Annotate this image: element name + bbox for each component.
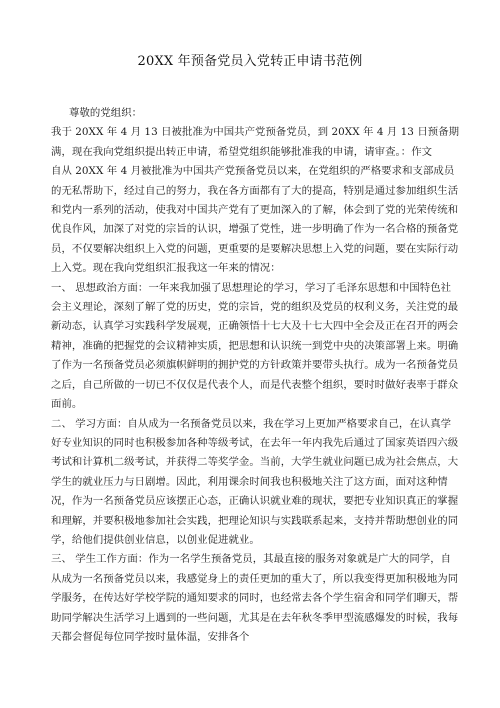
paragraph-overview: 自从 20XX 年 4 月被批准为中国共产党预备党员以来，在党组织的严格要求和支部成员的无私帮助下，经过自己的努力，我在各方面都有了大的提高，特别是通过参加组织生活和党内一系列的活动，使我对中国共产党有了更加深入的了解，体会到了党的光荣传统和优良作风，加深了对党的宗旨的认识，增强了党性，进一步明确了作为一名合格的预备党员，不仅要解决组织上入党的问题，更重要的是要解决思想上入党的问题，要在实际行动上入党。现在我向党组织汇报我这一年来的情况：	[51, 165, 459, 275]
document-title: 20XX 年预备党员入党转正申请书范例	[137, 54, 363, 69]
paragraph-student-work: 三、 学生工作方面：作为一名学生预备党员，其最直接的服务对象就是广大的同学，自从成为一名预备党员以来，我感觉身上的责任更加的重大了，所以我变得更加积极地为同学服务，在传达好学校学院的通知要求的同时，也经常去各个学生宿舍和同学们聊天，帮助同学解决生活学习上遇到的一些问题，尤其是在去年秋冬季甲型流感爆发的时候，我每天都会督促每位同学按时量体温，安排各个	[51, 553, 459, 643]
paragraph-study: 二、 学习方面：自从成为一名预备党员以来，我在学习上更加严格要求自己，在认真学好专业知识的同时也积极参加各种等级考试，在去年一年内我先后通过了国家英语四六级考试和计算机二级考试，并获得二等奖学金。当前，大学生就业问题已成为社会焦点，大学生的就业压力与日剧增。因此，利用课余时间我也积极地关注了这方面，面对这种情况，作为一名预备党员应该摆正心态，正确认识就业难的现状，要把专业知识真正的掌握和理解，并要积极地参加社会实践，把理论知识与实践联系起来，支持并帮助想创业的同学，给他们提供创业信息，以创业促进就业。	[51, 417, 459, 546]
paragraph-application: 我于 20XX 年 4 月 13 日被批准为中国共产党预备党员，到 20XX 年 4 月 13 日预备期满，现在我向党组织提出转正申请，希望党组织能够批准我的申请，请审查。：作文	[51, 126, 460, 158]
salutation: 尊敬的党组织：	[69, 107, 143, 119]
paragraph-ideology: 一、 思想政治方面：一年来我加强了思想理论的学习，学习了毛泽东思想和中国特色社会主义理论，深刻了解了党的历史，党的宗旨，党的组织及党员的权利义务，关注党的最新动态，认真学习实践科学发展观，正确领悟十七大及十七大四中全会及正在召开的两会精神，准确的把握党的会议精神实质，把思想和认识统一到党中央的决策部署上来。明确了作为一名预备党员必须旗帜鲜明的拥护党的方针政策并要带头执行。成为一名预备党员之后，自己所做的一切已不仅仅是代表个人，而是代表整个组织，要时时做好表率于群众面前。	[51, 281, 459, 411]
document-body	[48, 104, 460, 647]
